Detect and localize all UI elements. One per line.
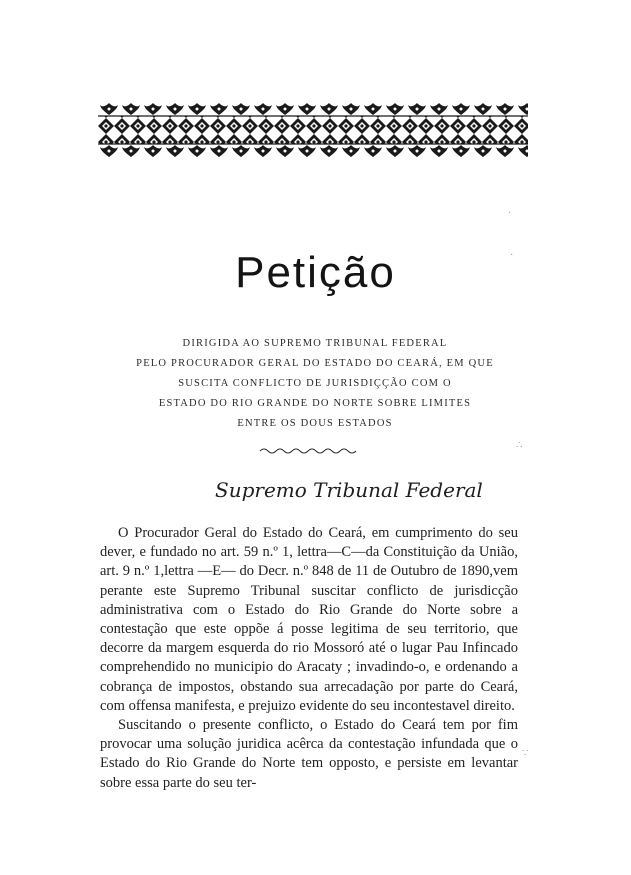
paper-speck: · (518, 120, 522, 131)
subheading-line: PELO PROCURADOR GERAL DO ESTADO DO CEARÁ, EM QUE (136, 358, 494, 369)
subheading-line: DIRIGIDA AO SUPREMO TRIBUNAL FEDERAL (182, 338, 448, 349)
title-subheading (100, 334, 530, 434)
subheading-line: ENTRE OS DOUS ESTADOS (237, 418, 393, 429)
body-paragraph: Suscitando o presente conflicto, o Estado do Ceará tem por fim provocar uma solução juridica acêrca da contestação infundada que o Estado do Rio Grande do Norte tem opposto, e persiste em levantar sobre essa parte do seu ter- (100, 717, 518, 791)
paper-speck: ∴ (516, 440, 523, 451)
salutation-heading: Supremo Tribunal Federal (215, 478, 483, 502)
subheading-line: ESTADO DO RIO GRANDE DO NORTE SOBRE LIMITES (158, 398, 472, 409)
paper-speck: · (510, 250, 514, 261)
page-title: Petição (235, 248, 396, 297)
paper-speck: · (508, 208, 512, 219)
wavy-divider (258, 446, 358, 456)
petition-body (100, 524, 518, 793)
decorative-ornament-band (98, 102, 528, 158)
subheading-line: SUSCITA CONFLICTO DE JURISDIÇÇÃO COM O (178, 378, 452, 389)
body-paragraph: O Procurador Geral do Estado do Ceará, em cumprimento do seu dever, e fundado no art. 59 n.º 1, lettra—C—da Constituição da União, art. 9 n.º 1,lettra —E— do Decr. n.º 848 de 11 de Outubro de 1890,vem perante este Supremo Tribunal suscitar conflicto de jurisdicção administrativa com o Estado do Rio Grande do Norte sobre a contestação que este oppõe á posse legitima de seu territorio, que decorre da margem esquerda do rio Mossoró até o lugar Pau Infincado comprehendido no municipio do Aracaty ; invadindo-o, e ordenando a cobrança de impostos, obstando sua arrecadação por parte do Ceará, com offensa manifesta, e prejuizo evidente do seu incontestavel direito. (100, 525, 518, 714)
paper-speck: ∵ (522, 748, 529, 759)
